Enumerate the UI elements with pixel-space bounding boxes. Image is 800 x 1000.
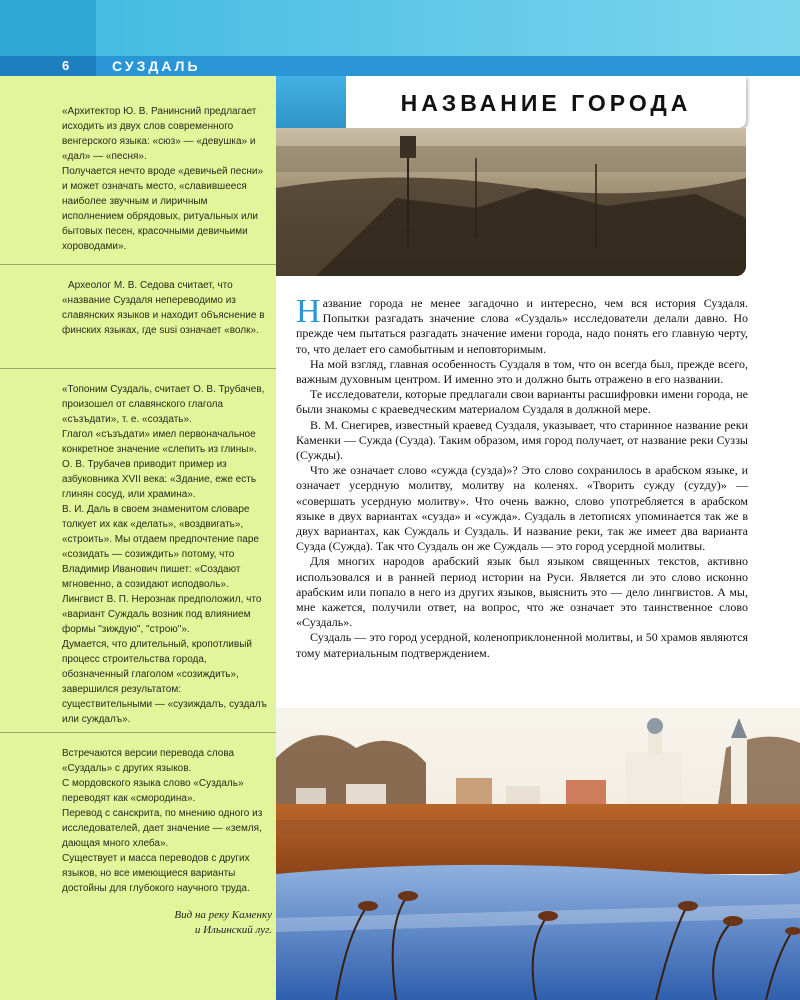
article-paragraph: Для многих народов арабский язык был языком священных текстов, активно использовался и в ранней период истории на Руси. Является ли это слово исконно арабским или попало в него из других языков, выяснить это — дело лингвистов. А мы, мне кажется, получили ответ, на вопрос, что же означает это таинственное слово «Суздаль». xyxy=(296,554,748,630)
sidebar-paragraph: Существует и масса переводов с других языков, но все имеющиеся варианты достойны для глубокого научного труда. xyxy=(62,853,250,894)
river-landscape-photo xyxy=(276,708,800,1000)
sidebar-block-other-languages xyxy=(62,746,270,896)
sidebar-block-finnish xyxy=(62,278,270,338)
historic-procession-photo xyxy=(276,128,746,276)
article-paragraph: Что же означает слово «сужда (суздa)»? Это слово сохранилось в арабском языке, и означает усердную молитву, молитву на коленях. «Творить сужду (суzду)» — «совершать усердную молитву». Что очень важно, слово употребляется в арабском языке в двух вариантах «сузда» и «сужда». Суздаль в летописях упоминается так же в двух вариантах, как Суждаль и Суздаль. И название реки, так же имеет два варианта Сузда (Сужда). Так что Суздаль он же Суждаль — это город усердной молитвы. xyxy=(296,463,748,554)
photo-caption xyxy=(62,908,272,938)
caption-line: Вид на реку Каменку xyxy=(174,909,272,921)
sidebar-paragraph: «Топоним Суздаль, считает О. В. Трубачев, произошел от славянского глагола «съзъдати», т. е. «создать». xyxy=(62,384,265,425)
sidebar-paragraph: Думается, что длительный, кропотливый процесс строительства города, обозначенный глаголом «созиждить», завершился результатом: существительными — «сузиждалъ, суздалъ или суждалъ». xyxy=(62,639,267,725)
title-accent-strip xyxy=(276,76,346,128)
sidebar-paragraph: Глагол «съзъдати» имел первоначальное конкретное значение «слепить из глины». О. В. Трубачев приводит пример из азбуковника XVII века: «Здание, еже есть глинян сосуд, или храмина». xyxy=(62,429,257,500)
sidebar-block-hungarian xyxy=(62,104,270,254)
sidebar-paragraph: С мордовского языка слово «Суздаль» переводят как «смородина». xyxy=(62,778,244,804)
article-paragraph: Суздаль — это город усердной, коленоприклоненной молитвы, и 50 храмов являются тому материальным подтверждением. xyxy=(296,630,748,660)
page-number: 6 xyxy=(0,56,96,76)
sidebar-divider xyxy=(0,732,276,733)
article-paragraph: На мой взгляд, главная особенность Суздаля в том, что он всегда был, прежде всего, важным духовным центром. И именно это и должно быть отражено в его названии. xyxy=(296,356,748,387)
sidebar-paragraph: Получается нечто вроде «девичьей песни» и может означать место, «славившееся наиболее звучным и лиричным исполнением обрядовых, ритуальных или бытовых песен, красочными девичьими хороводами». xyxy=(62,166,264,252)
sidebar-paragraph: В. И. Даль в своем знаменитом словаре толкует их как «делать», «воздвигать», «строить». Мы отдаем предпочтение паре «созидать — созиждить» потому, что Владимир Иванович пишет: «Создают мгновенно, а созидают исподволь». xyxy=(62,504,259,590)
sidebar-paragraph: Археолог М. В. Седова считает, что «название Суздаля непереводимо из славянских языков и находит объяснение в финских языках, где susi означает «волк». xyxy=(62,280,265,336)
top-color-band xyxy=(0,0,800,56)
article-paragraph: Те исследователи, которые предлагали свои варианты расшифровки имени города, не были знакомы с краеведческим материалом Суздаля в должной мере. xyxy=(296,387,748,417)
drop-cap: Н xyxy=(296,293,321,330)
sidebar-paragraph: Лингвист В. П. Нерознак предположил, что «вариант Суждаль возник под влиянием формы "зиждую", "строю"». xyxy=(62,594,262,635)
sidebar-paragraph: Встречаются версии перевода слова «Суздаль» с других языков. xyxy=(62,748,235,774)
caption-line: и Ильинский луг. xyxy=(194,924,272,936)
sidebar-divider xyxy=(0,264,276,265)
page-title: НАЗВАНИЕ ГОРОДА xyxy=(346,76,746,128)
section-title: СУЗДАЛЬ xyxy=(112,58,201,74)
article-body xyxy=(296,293,748,661)
river-landscape-graphic xyxy=(276,708,800,1000)
top-color-band-left xyxy=(0,0,96,56)
article-paragraph: В. М. Снегирев, известный краевед Суздаля, указывает, что старинное название реки Каменки — Сужда (Суздa). Таким образом, имя город получает, от название реки Суззы (Сужды). xyxy=(296,417,748,463)
sidebar-paragraph: «Архитектор Ю. В. Ранинсний предлагает исходить из двух слов современного венгерского языка: «сюз» — «девушка» и «дал» — «песня». xyxy=(62,106,257,162)
article-paragraph-text: азвание города не менее загадочно и интересно, чем вся история Суздаля. Попытки разгадать значение слова «Суздаль» исследователи делали давно. Но прежде чем пытаться разгадать значение имени города, надо понять его главную черту, то, что делает его самобытным и неповторимым. xyxy=(296,296,748,356)
sidebar-block-slavic xyxy=(62,382,270,727)
article-paragraph xyxy=(296,293,748,357)
procession-photo-graphic xyxy=(276,128,746,276)
sidebar-divider xyxy=(0,368,276,369)
sidebar-paragraph: Перевод с санскрита, по мнению одного из исследователей, дает значение — «земля, дающая много хлеба». xyxy=(62,808,263,849)
